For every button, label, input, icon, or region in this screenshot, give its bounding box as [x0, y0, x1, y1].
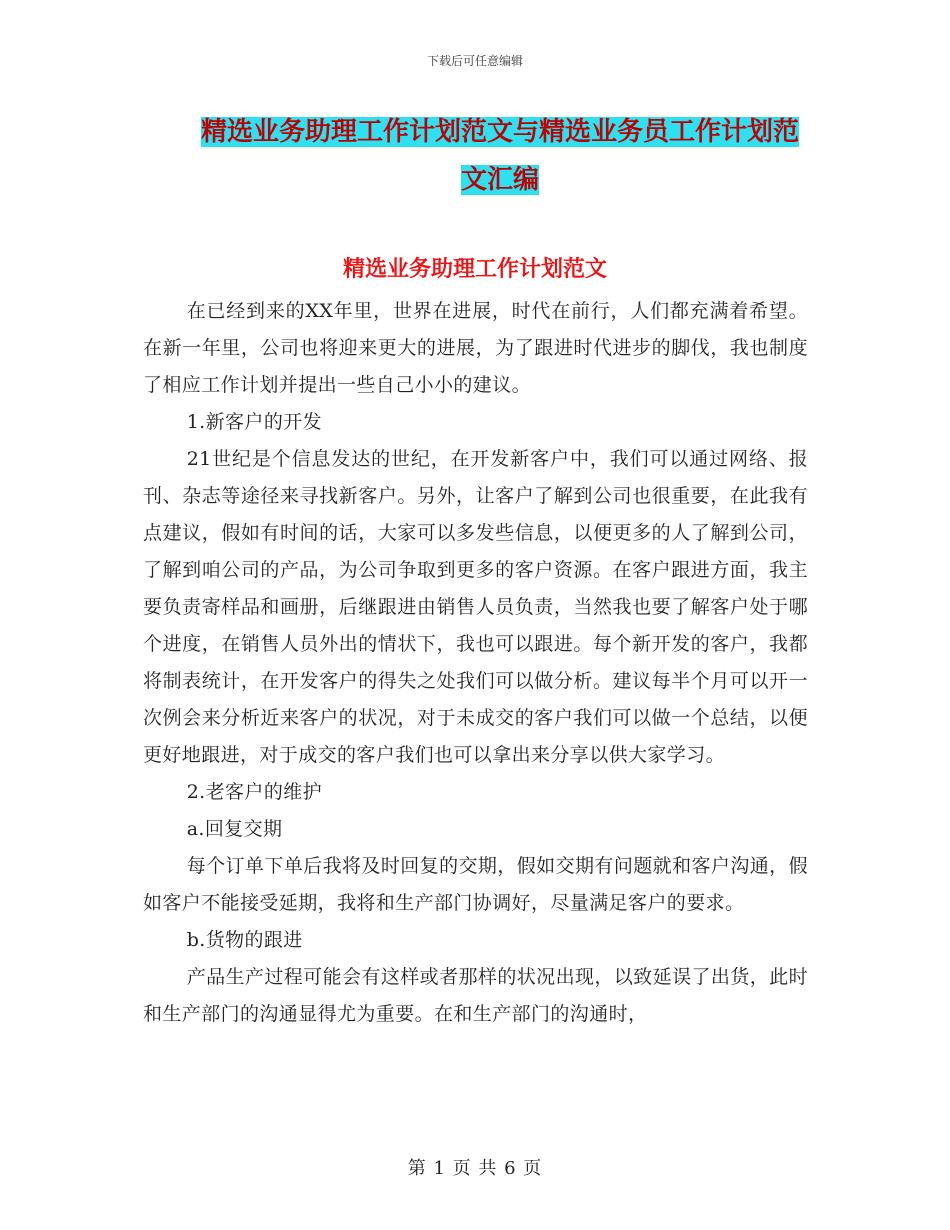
paragraph-intro: 在已经到来的XX年里，世界在进展，时代在前行，人们都充满着希望。在新一年里，公司也将迎来更大的进展，为了跟进时代进步的脚伐，我也制度了相应工作计划并提出一些自己小小的建议。	[143, 300, 808, 396]
paragraph-new-customers: 21世纪是个信息发达的世纪，在开发新客户中，我们可以通过网络、报刊、杂志等途径来寻找新客户。另外，让客户了解到公司也很重要，在此我有点建议，假如有时间的话，大家可以多发些信息，以便更多的人了解到公司，了解到咱公司的产品，为公司争取到更多的客户资源。在客户跟进方面，我主要负责寄样品和画册，后继跟进由销售人员负责，当然我也要了解客户处于哪个进度，在销售人员外出的情状下，我也可以跟进。每个新开发的客户，我都将制表统计，在开发客户的得失之处我们可以做分析。建议每半个月可以开一次例会来分析近来客户的状况，对于未成交的客户我们可以做一个总结，以便更好地跟进，对于成交的客户我们也可以拿出来分享以供大家学习。	[143, 448, 808, 766]
page-header: 下载后可任意编辑	[426, 54, 523, 68]
heading-reply-delivery: a.回复交期	[186, 818, 283, 840]
document-title	[190, 108, 810, 204]
heading-old-customers: 2.老客户的维护	[186, 781, 323, 803]
document-title-text: 精选业务助理工作计划范文与精选业务员工作计划范文汇编	[200, 117, 799, 195]
heading-new-customers: 1.新客户的开发	[186, 411, 323, 433]
heading-goods-followup: b.货物的跟进	[186, 929, 303, 951]
paragraph-goods-followup: 产品生产过程可能会有这样或者那样的状况出现，以致延误了出货，此时和生产部门的沟通显得尤为重要。在和生产部门的沟通时，	[143, 966, 808, 1025]
document-body	[143, 293, 808, 1033]
section-title: 精选业务助理工作计划范文	[342, 256, 607, 282]
paragraph-reply-delivery: 每个订单下单后我将及时回复的交期，假如交期有问题就和客户沟通，假如客户不能接受延期，我将和生产部门协调好，尽量满足客户的要求。	[143, 855, 808, 914]
page-footer: 第 1 页 共 6 页	[407, 1158, 543, 1179]
